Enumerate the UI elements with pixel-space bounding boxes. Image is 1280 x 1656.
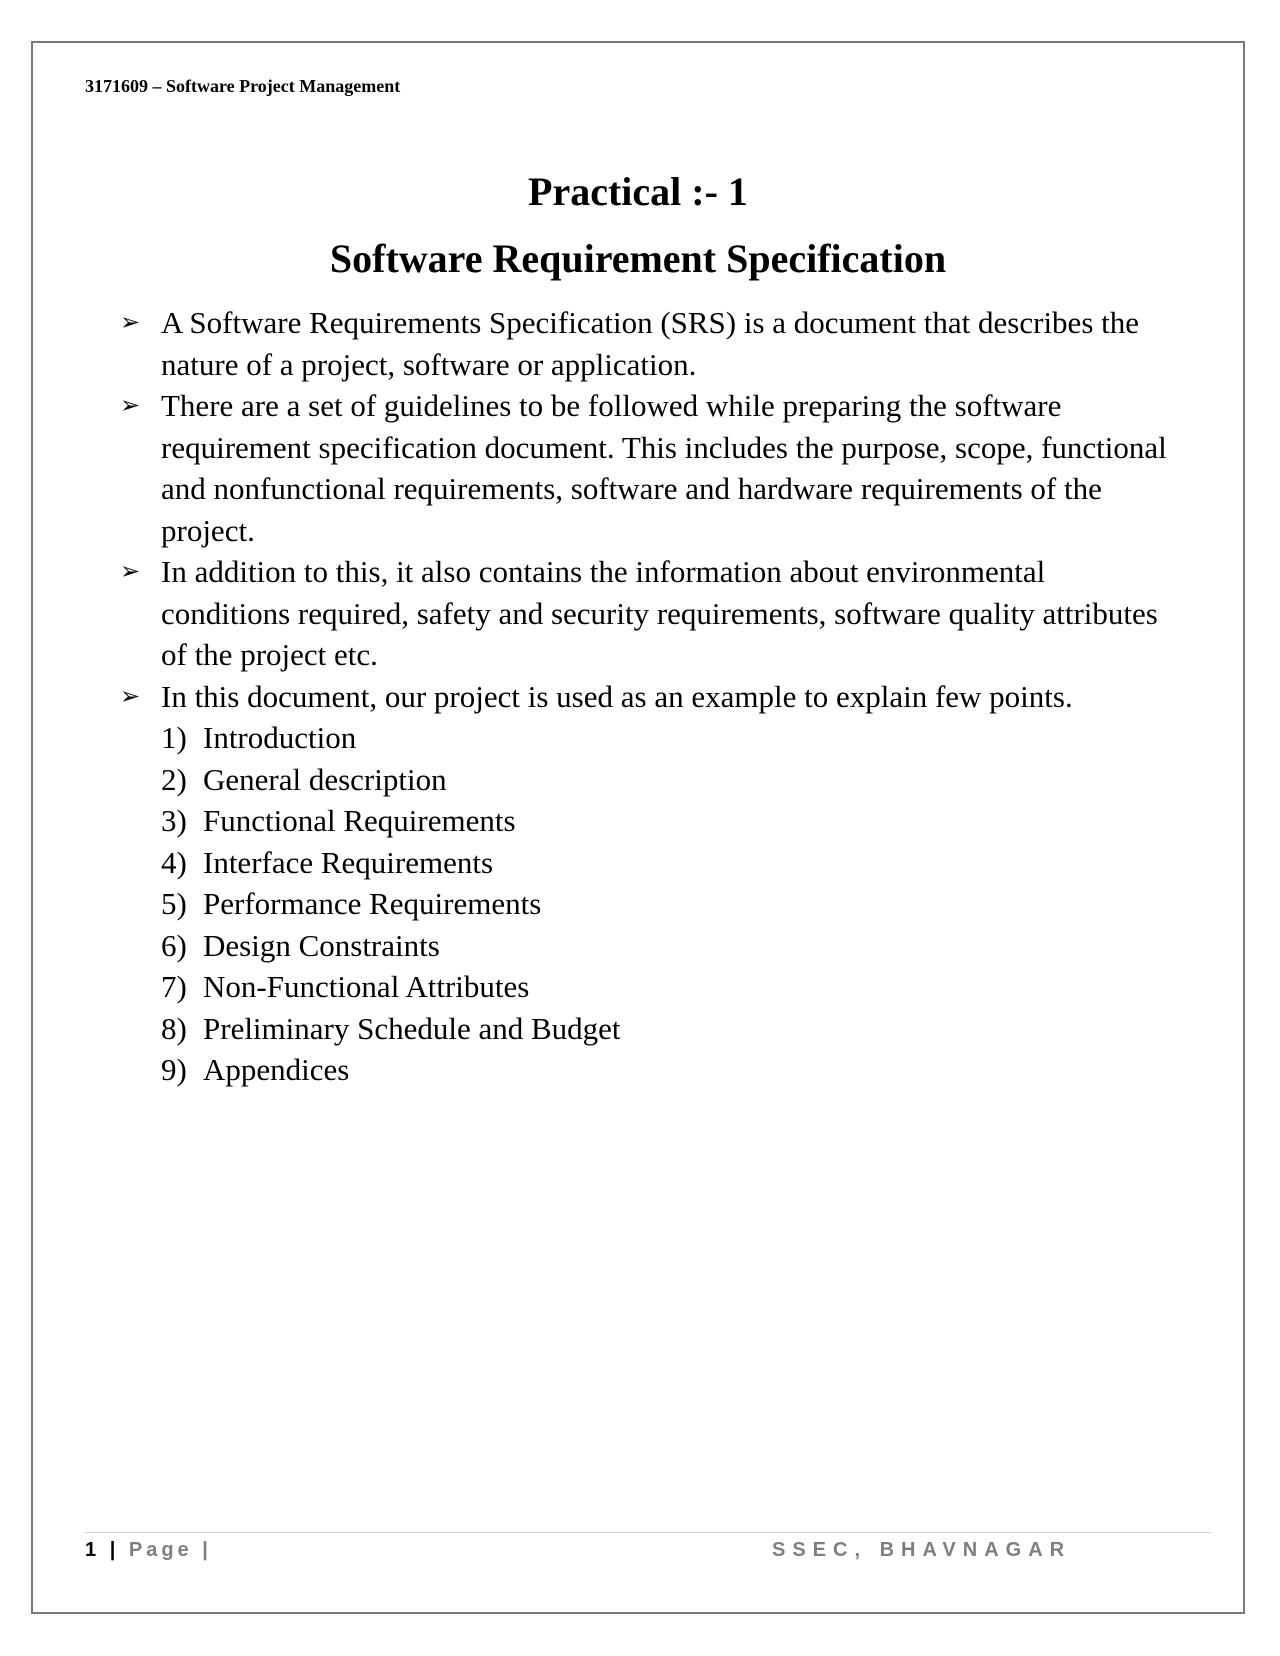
section-item — [161, 1008, 1178, 1050]
arrow-bullet-icon: ➢ — [120, 681, 141, 710]
section-number: 1) — [161, 720, 187, 755]
section-number: 4) — [161, 844, 187, 880]
section-item — [161, 883, 1178, 925]
bullet-item — [118, 551, 1178, 676]
section-label: Functional Requirements — [203, 803, 516, 838]
section-label: Design Constraints — [203, 927, 440, 963]
section-number: 6) — [161, 927, 187, 963]
page-number: 1 — [85, 1539, 101, 1561]
page-word: Page | — [128, 1539, 212, 1561]
bullet-text: In this document, our project is used as an example to explain few points. — [161, 678, 1073, 714]
running-header: 3171609 – Software Project Management — [85, 76, 401, 96]
section-number: 9) — [161, 1052, 187, 1087]
document-title: Software Requirement Specification — [329, 236, 947, 281]
section-label: Introduction — [203, 720, 357, 755]
section-item — [161, 759, 1178, 801]
bullet-item — [118, 676, 1178, 1091]
section-label: General description — [203, 761, 447, 797]
bullet-text: A Software Requirements Specification (SRS) is a document that describes the nature of a project, software or application. — [161, 305, 1139, 382]
section-number: 2) — [161, 761, 187, 797]
bullet-item — [118, 302, 1178, 385]
section-label: Interface Requirements — [203, 844, 494, 880]
section-label: Non-Functional Attributes — [203, 969, 530, 1004]
arrow-bullet-icon: ➢ — [120, 391, 141, 419]
bullet-item — [118, 385, 1178, 551]
arrow-bullet-icon: ➢ — [120, 557, 141, 585]
footer-separator: | — [109, 1539, 120, 1561]
section-label: Performance Requirements — [203, 886, 542, 921]
bullet-text: There are a set of guidelines to be followed while preparing the software requirement specification document. This includes the purpose, scope, functional and nonfunctional requirements, software and hardware requirements of the project. — [161, 388, 1167, 548]
page-footer-number — [85, 1539, 212, 1562]
practical-title: Practical :- 1 — [528, 169, 748, 214]
section-label: Preliminary Schedule and Budget — [203, 1010, 621, 1046]
section-item — [161, 717, 1178, 759]
footer-divider — [85, 1532, 1211, 1533]
footer-institution: SSEC, BHAVNAGAR — [772, 1539, 1072, 1561]
section-item — [161, 966, 1178, 1008]
section-number: 7) — [161, 969, 187, 1004]
section-item — [161, 925, 1178, 967]
section-item — [161, 1049, 1178, 1091]
section-item — [161, 800, 1178, 842]
section-number: 8) — [161, 1010, 187, 1046]
bullet-list — [118, 302, 1178, 1091]
arrow-bullet-icon: ➢ — [120, 308, 141, 336]
section-item — [161, 842, 1178, 884]
bullet-text: In addition to this, it also contains the information about environmental conditions required, safety and security requirements, software quality attributes of the project etc. — [161, 554, 1158, 672]
section-label: Appendices — [203, 1052, 350, 1087]
section-number: 3) — [161, 803, 187, 838]
section-number: 5) — [161, 886, 187, 921]
section-list — [161, 717, 1178, 1091]
